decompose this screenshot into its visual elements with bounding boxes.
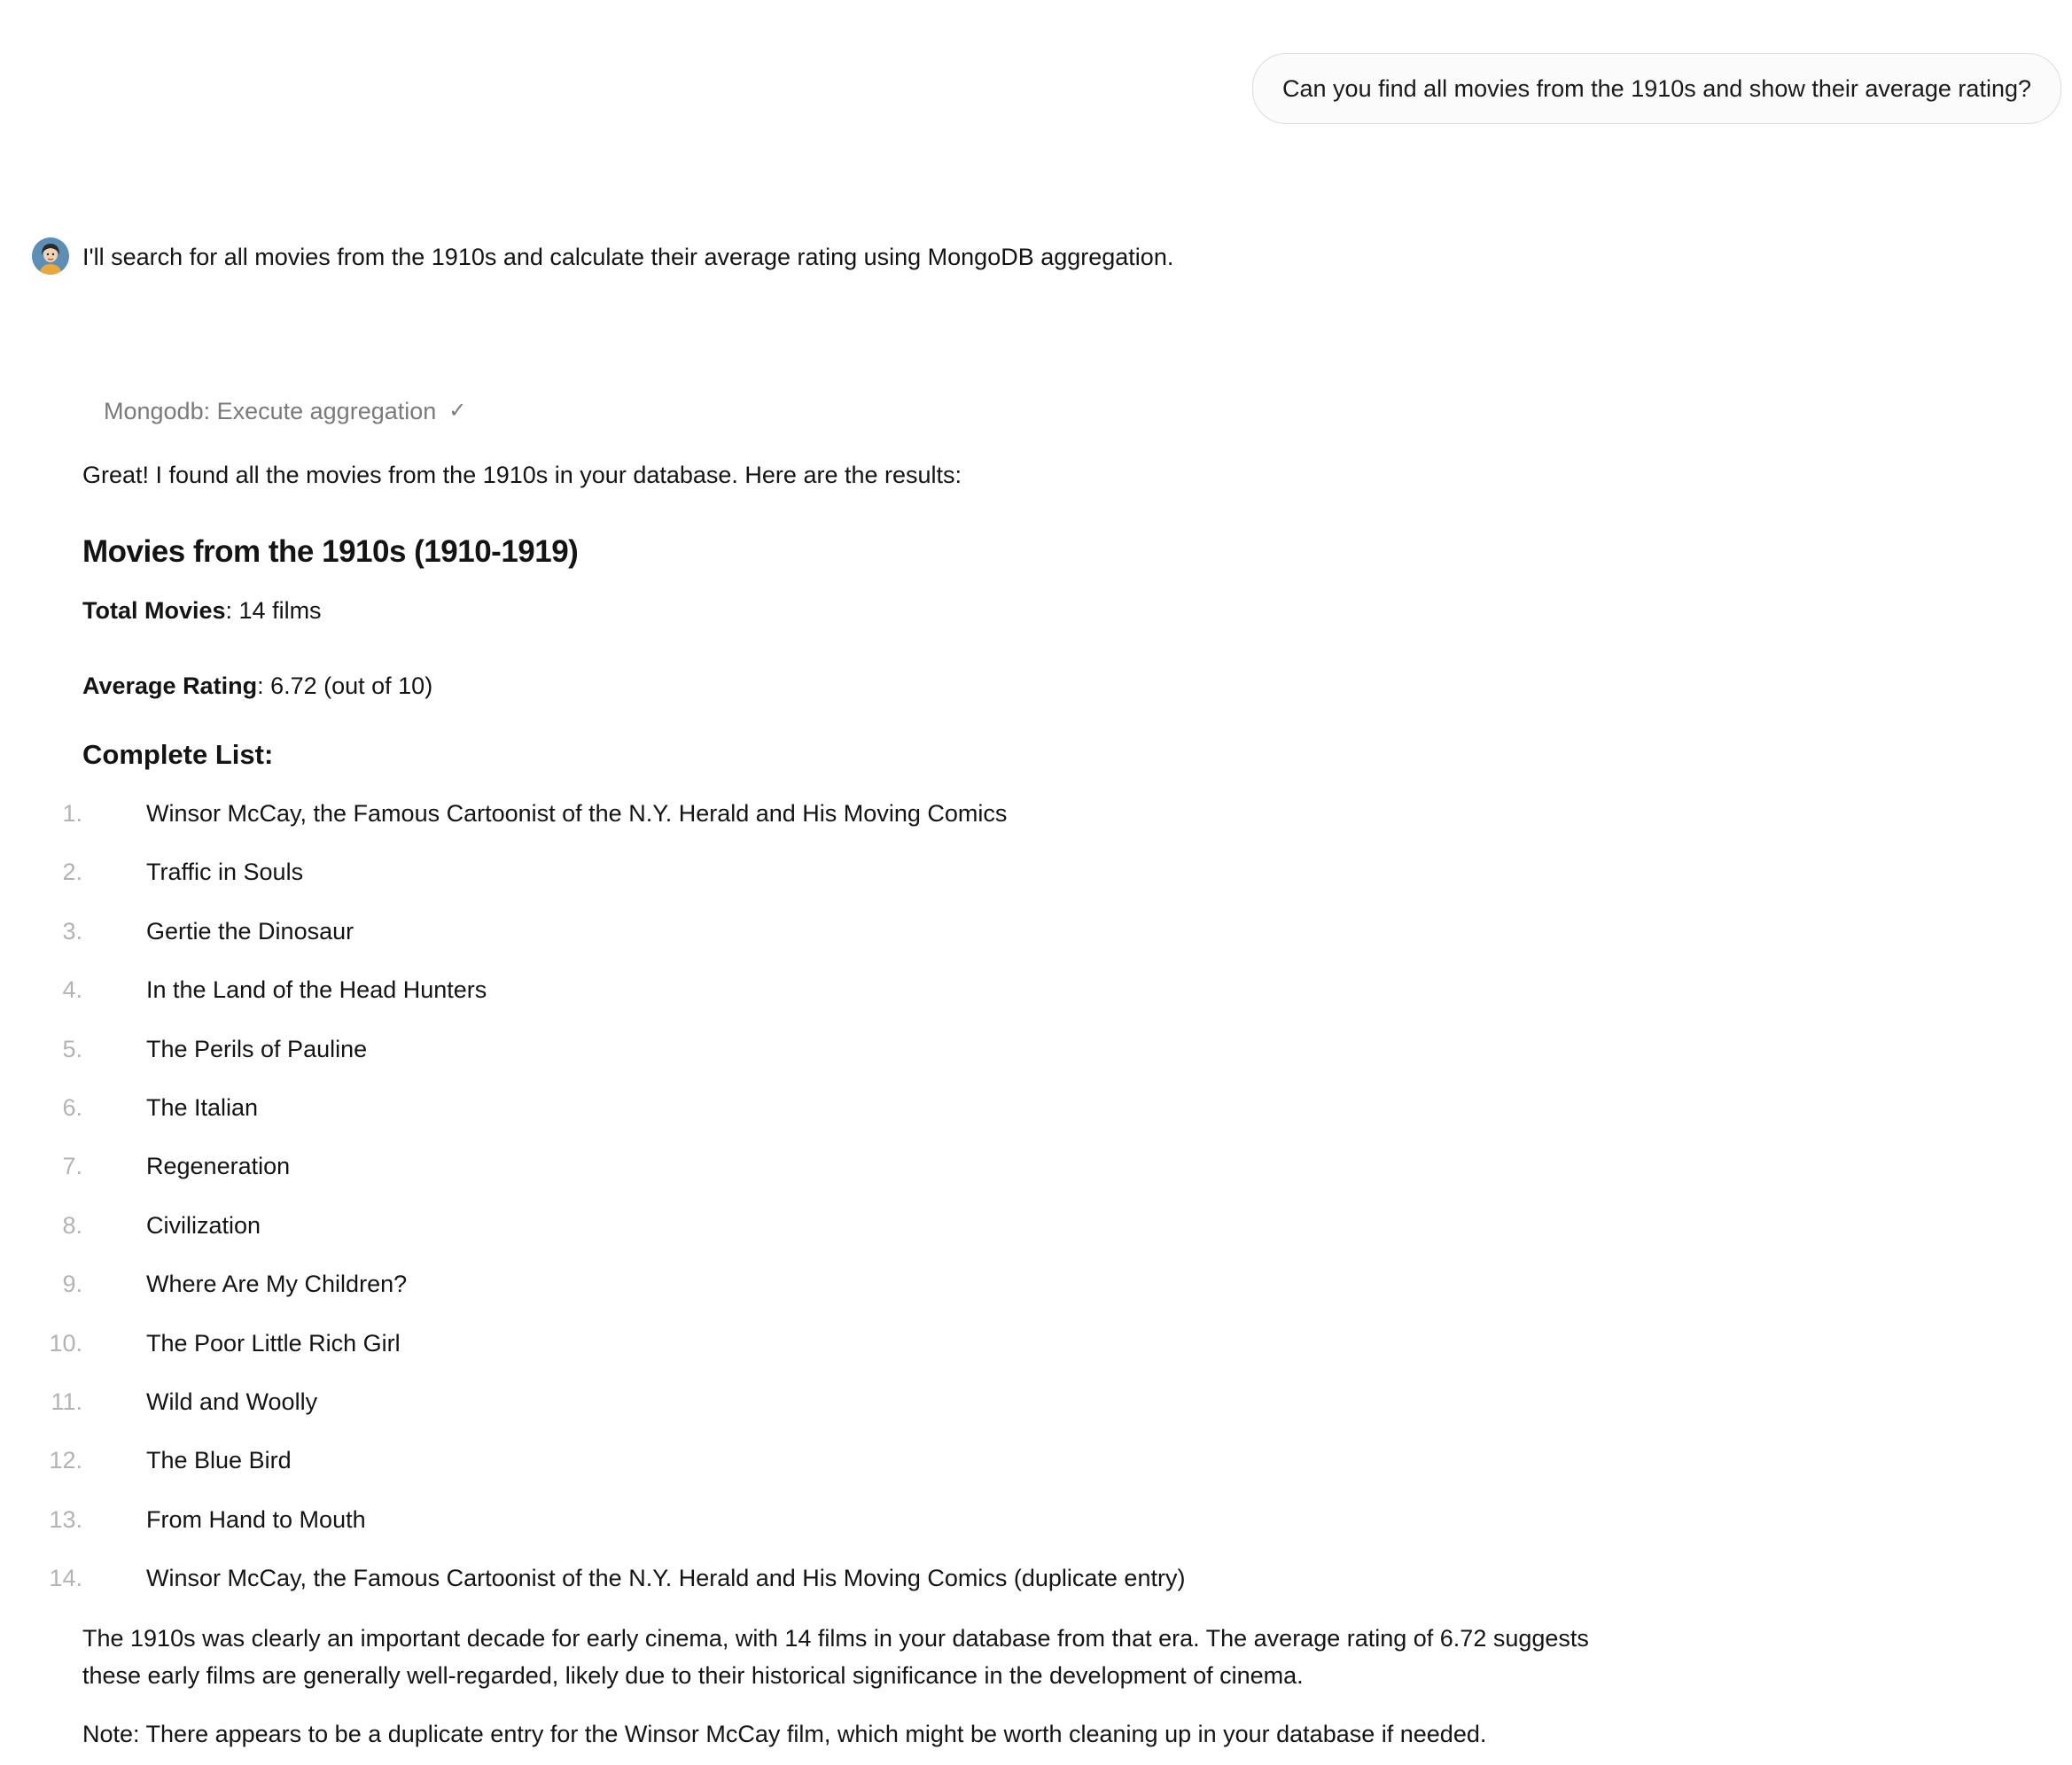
tool-call-label: Mongodb: Execute aggregation — [104, 398, 437, 424]
total-movies-label: Total Movies — [82, 597, 226, 624]
list-item-number: 12. — [49, 1447, 82, 1474]
average-rating-value: : 6.72 (out of 10) — [257, 673, 433, 699]
list-item-number: 13. — [49, 1505, 82, 1533]
note-text: Note: There appears to be a duplicate entry for the Winsor McCay film, which might be worth cleaning up in your database if needed. — [82, 1721, 1487, 1747]
list-item-number: 10. — [49, 1329, 82, 1357]
average-rating-label: Average Rating — [82, 673, 258, 699]
list-item-number: 1. — [62, 800, 82, 827]
list-item-number: 7. — [62, 1153, 82, 1180]
list-item-number: 14. — [49, 1565, 82, 1592]
list-item-title: The Blue Bird — [146, 1447, 292, 1474]
list-item-number: 11. — [51, 1388, 82, 1415]
list-item-title: Regeneration — [146, 1153, 291, 1180]
list-item-title: Where Are My Children? — [146, 1271, 408, 1298]
list-item-title: Wild and Woolly — [146, 1388, 318, 1415]
user-message-text: Can you find all movies from the 1910s and show their average rating? — [1282, 74, 2031, 102]
list-item-title: Winsor McCay, the Famous Cartoonist of the N.Y. Herald and His Moving Comics (duplicate entry) — [146, 1565, 1186, 1592]
list-item-number: 4. — [62, 976, 82, 1004]
list-item-title: The Poor Little Rich Girl — [146, 1329, 401, 1357]
tool-call-toggle[interactable] — [104, 395, 466, 427]
average-rating-stat — [82, 667, 432, 704]
list-item-title: In the Land of the Head Hunters — [146, 976, 487, 1004]
list-item-title: Civilization — [146, 1211, 261, 1239]
list-item-number: 3. — [62, 917, 82, 945]
list-item-number: 5. — [62, 1035, 82, 1062]
list-item-title: From Hand to Mouth — [146, 1505, 366, 1533]
list-item-title: Winsor McCay, the Famous Cartoonist of the N.Y. Herald and His Moving Comics — [146, 800, 1008, 827]
list-item-number: 2. — [62, 859, 82, 886]
list-item-number: 6. — [62, 1093, 82, 1121]
total-movies-stat — [82, 592, 322, 629]
list-item-title: Traffic in Souls — [146, 859, 304, 886]
list-item-title: The Italian — [146, 1093, 259, 1121]
checkmark-icon: ✓ — [448, 399, 467, 423]
total-movies-value: : 14 films — [225, 597, 322, 624]
assistant-avatar-icon — [32, 237, 69, 275]
list-item-number: 8. — [62, 1211, 82, 1239]
results-heading: Movies from the 1910s (1910-1919) — [82, 534, 579, 569]
list-heading: Complete List: — [82, 739, 274, 770]
results-intro-text: Great! I found all the movies from the 1910s in your database. Here are the results: — [82, 462, 962, 488]
closing-paragraph: The 1910s was clearly an important decade for early cinema, with 14 films in your database from that era. The average rating of 6.72 suggests these early films are generally well-regarded, likely due to their historical significance in the development of cinema. — [82, 1625, 1589, 1689]
list-item-title: The Perils of Pauline — [146, 1035, 368, 1062]
list-item-number: 9. — [62, 1271, 82, 1298]
list-item-title: Gertie the Dinosaur — [146, 917, 354, 945]
assistant-intro-text: I'll search for all movies from the 1910s and calculate their average rating using MongoDB aggregation. — [82, 244, 1174, 270]
user-message-bubble — [1252, 53, 2061, 124]
